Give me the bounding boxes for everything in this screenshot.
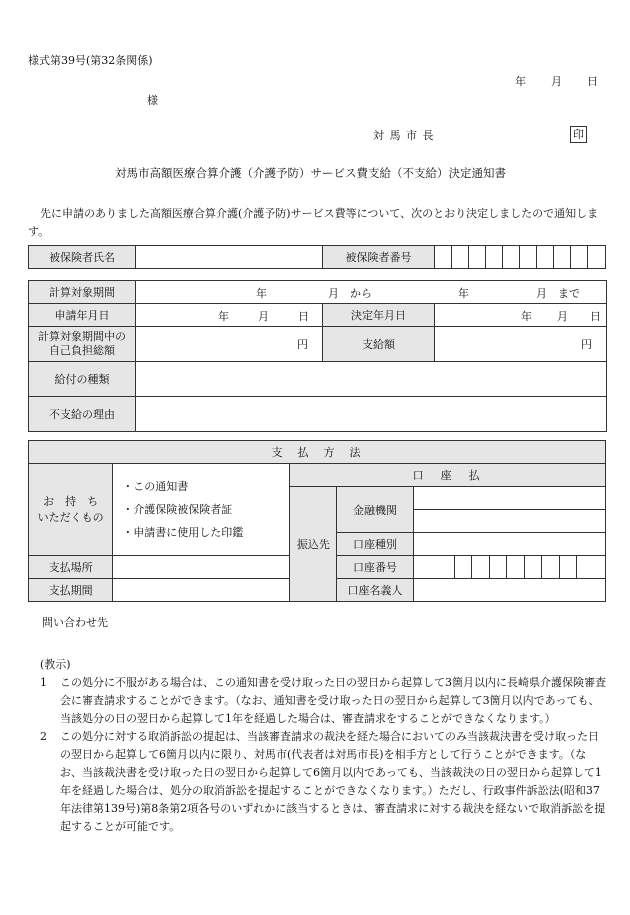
account-number-label: 口座番号: [337, 556, 413, 579]
copay-total-field[interactable]: 円: [136, 327, 323, 362]
insured-number-label: 被保険者番号: [323, 246, 435, 269]
insured-name-label: 被保険者氏名: [29, 246, 136, 269]
calc-period-field[interactable]: 年 月 から 年 月 まで: [136, 281, 607, 304]
bank-branch-field[interactable]: [413, 510, 605, 533]
insured-number-digit[interactable]: [452, 246, 469, 269]
insured-number-digit[interactable]: [520, 246, 537, 269]
application-date-label: 申請年月日: [29, 304, 136, 327]
account-transfer-header: 口 座 払: [290, 464, 606, 487]
insured-number-digit[interactable]: [486, 246, 503, 269]
decision-date-field[interactable]: 年 月 日: [435, 304, 607, 327]
date-month-label: 月: [551, 75, 562, 88]
document-title: 対馬市高額医療合算介護（介護予防）サービス費支給（不支給）決定通知書: [115, 166, 506, 180]
payment-period-field[interactable]: [113, 579, 290, 602]
payment-method-header: 支 払 方 法: [29, 441, 606, 464]
decision-date-label: 決定年月日: [323, 304, 435, 327]
account-number-digit[interactable]: [454, 556, 471, 579]
denial-reason-label: 不支給の理由: [29, 397, 136, 432]
insured-number-digit[interactable]: [571, 246, 588, 269]
addressee-suffix: 様: [147, 94, 158, 107]
payment-amount-field[interactable]: 円: [435, 327, 607, 362]
insured-number-digit[interactable]: [588, 246, 606, 269]
date-year-label: 年: [515, 75, 526, 88]
account-number-digit[interactable]: [507, 556, 524, 579]
insured-number-digit[interactable]: [537, 246, 554, 269]
seal-mark: 印: [570, 126, 587, 143]
application-date-field[interactable]: 年 月 日: [136, 304, 323, 327]
notice-item: 2 この処分に対する取消訴訟の提起は、当該審査請求の裁決を経た場合においてのみ当該裁決書を受け取った日の翌日から起算して6箇月以内に限り、対馬市(代表者は対馬市長)を相手方として行うことができます。（なお、当該裁決書を受け取った日の翌日から起算して6箇月以内であっても、当該裁決の日の翌日から起算して1年を経過した場合は、処分の取消訴訟を提起することができなくなります。）ただし、行政事件訴訟法(昭和37年法律第139号)第8条第2項各号のいずれかに該当するときは、審査請求に対する裁決を経ないで取消訴訟を提起することが可能です。: [40, 730, 606, 833]
intro-text: 先に申請のありました高額医療合算介護(介護予防)サービス費等について、次のとおり決定しましたので通知します。: [28, 207, 599, 238]
inquiry-label: 問い合わせ先: [42, 616, 108, 629]
insured-number-digit[interactable]: [469, 246, 486, 269]
account-number-digit[interactable]: [524, 556, 541, 579]
account-number-digit[interactable]: [559, 556, 576, 579]
calculation-table: [28, 280, 607, 432]
copay-total-label: 計算対象期間中の 自己負担総額: [29, 327, 136, 362]
insured-number-digit[interactable]: [503, 246, 520, 269]
notice-item: 1 この処分に不服がある場合は、この通知書を受け取った日の翌日から起算して3箇月以内に長崎県介護保険審査会に審査請求することができます。（なお、通知書を受け取った日の翌日から起算して3箇月以内であっても、当該処分の日の翌日から起算して1年を経過した場合は、審査請求をすることができなくなります。）: [40, 676, 606, 725]
payment-place-field[interactable]: [113, 556, 290, 579]
account-type-field[interactable]: [413, 533, 605, 556]
date-day-label: 日: [587, 75, 598, 88]
insured-number-digit[interactable]: [554, 246, 571, 269]
payment-method-table: [28, 440, 606, 602]
account-holder-label: 口座名義人: [337, 579, 413, 602]
bank-field[interactable]: [413, 487, 605, 510]
list-item: ・この通知書: [122, 480, 189, 493]
payment-amount-label: 支給額: [323, 327, 435, 362]
transfer-destination-label: 振込先: [290, 487, 337, 602]
form-number: 様式第39号(第32条関係): [28, 54, 153, 67]
denial-reason-field[interactable]: [136, 397, 607, 432]
account-holder-field[interactable]: [413, 579, 605, 602]
list-item: ・介護保険被保険者証: [122, 503, 233, 516]
payment-period-label: 支払期間: [29, 579, 113, 602]
calc-period-label: 計算対象期間: [29, 281, 136, 304]
benefit-type-field[interactable]: [136, 362, 607, 397]
insured-number-digit[interactable]: [435, 246, 452, 269]
notice-section: [28, 656, 606, 836]
bank-label: 金融機関: [337, 487, 413, 533]
items-to-bring-list: [113, 464, 290, 556]
account-number-digit[interactable]: [472, 556, 489, 579]
account-number-digit[interactable]: [489, 556, 506, 579]
insured-table: [28, 245, 606, 269]
list-item: ・申請書に使用した印鑑: [122, 526, 244, 539]
insured-name-field[interactable]: [136, 246, 323, 269]
items-to-bring-label: お 持 ち いただくもの: [29, 464, 113, 556]
notice-heading: (教示): [40, 658, 71, 671]
account-type-label: 口座種別: [337, 533, 413, 556]
account-number-digit[interactable]: [542, 556, 559, 579]
account-number-digit[interactable]: [576, 556, 605, 579]
account-number-spacer: [413, 556, 454, 579]
benefit-type-label: 給付の種類: [29, 362, 136, 397]
issuer: 対 馬 市 長: [373, 129, 435, 142]
payment-place-label: 支払場所: [29, 556, 113, 579]
